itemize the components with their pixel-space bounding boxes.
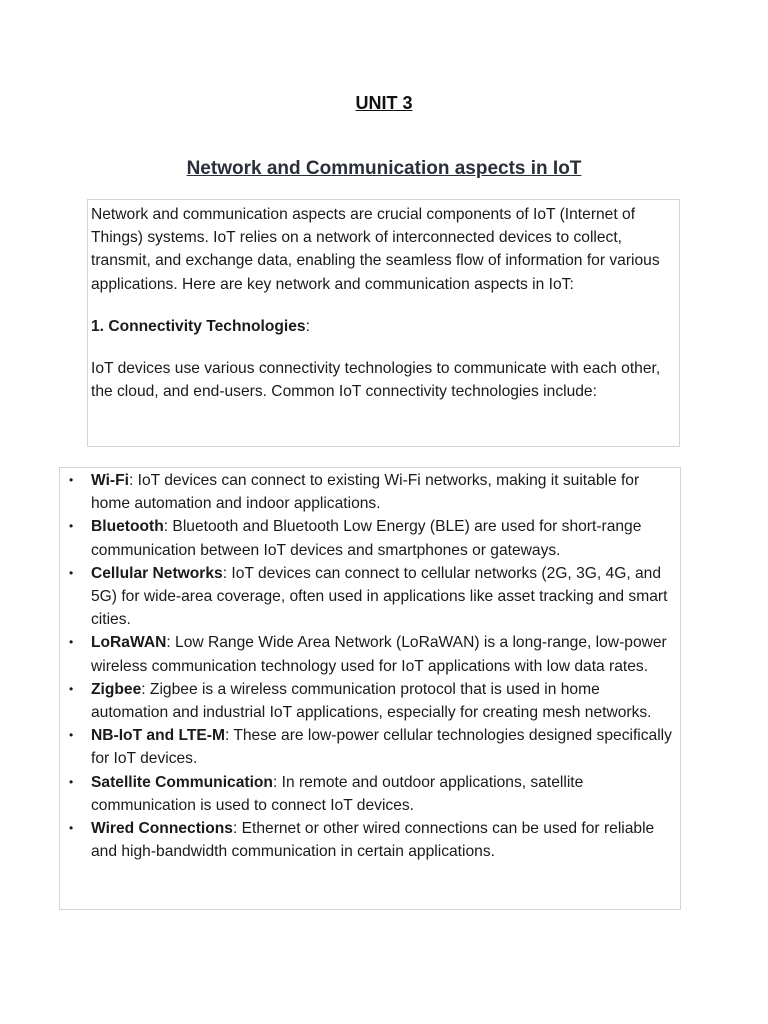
section-heading	[91, 315, 676, 338]
list-item	[69, 515, 672, 561]
bullet-icon: •	[69, 681, 74, 696]
item-term: Wired Connections	[91, 820, 233, 838]
list-item	[69, 678, 672, 724]
intro-paragraph: Network and communication aspects are crucial components of IoT (Internet of Things) systems. IoT relies on a network of interconnected devices to collect, transmit, and exchange data, enabling the seamless flow of information for various applications. Here are key network and communication aspects in IoT:	[91, 206, 660, 293]
bullet-icon: •	[69, 774, 74, 789]
item-term: Bluetooth	[91, 518, 164, 536]
item-term: LoRaWAN	[91, 634, 167, 652]
connectivity-list-box	[59, 467, 681, 910]
bullet-icon: •	[69, 519, 74, 534]
item-description: : Low Range Wide Area Network (LoRaWAN) is a long-range, low-power wireless communication technology used for IoT applications with low data rates.	[91, 634, 667, 675]
item-description: : IoT devices can connect to existing Wi-Fi networks, making it suitable for home automation and indoor applications.	[91, 472, 640, 513]
unit-title: UNIT 3	[355, 93, 413, 113]
list-item	[69, 771, 672, 817]
bullet-icon: •	[69, 473, 74, 487]
connectivity-list	[69, 469, 672, 863]
list-item	[69, 469, 672, 515]
item-description: : Ethernet or other wired connections can be used for reliable and high-bandwidth communication in certain applications.	[91, 820, 655, 861]
document-title: Network and Communication aspects in IoT	[186, 158, 582, 179]
bullet-icon: •	[69, 565, 74, 580]
item-term: Zigbee	[91, 680, 142, 698]
item-term: Satellite Communication	[91, 773, 273, 791]
item-description: : Bluetooth and Bluetooth Low Energy (BLE) are used for short-range communication between IoT devices and smartphones or gateways.	[91, 518, 642, 559]
item-description: : Zigbee is a wireless communication protocol that is used in home automation and industrial IoT applications, especially for creating mesh networks.	[91, 680, 652, 722]
item-term: NB-IoT and LTE-M	[91, 727, 225, 745]
item-term: Wi-Fi	[91, 472, 129, 489]
item-description: : IoT devices can connect to cellular networks (2G, 3G, 4G, and 5G) for wide-area coverage, often used in applications like asset tracking and smart cities.	[91, 564, 668, 629]
section-body: IoT devices use various connectivity technologies to communicate with each other, the cloud, and end-users. Common IoT connectivity technologies include:	[91, 360, 661, 401]
item-term: Cellular Networks	[91, 564, 223, 582]
list-item	[69, 817, 672, 863]
list-item	[69, 562, 672, 632]
bullet-icon: •	[69, 821, 74, 836]
section-heading-colon: :	[305, 317, 310, 335]
list-item	[69, 631, 672, 677]
intro-box	[87, 199, 680, 447]
bullet-icon: •	[69, 635, 74, 650]
item-description: : These are low-power cellular technologies designed specifically for IoT devices.	[91, 727, 672, 768]
list-item	[69, 724, 672, 770]
item-description: : In remote and outdoor applications, satellite communication is used to connect IoT devices.	[91, 773, 584, 814]
bullet-icon: •	[69, 728, 74, 743]
section-heading-text: 1. Connectivity Technologies	[91, 317, 306, 335]
